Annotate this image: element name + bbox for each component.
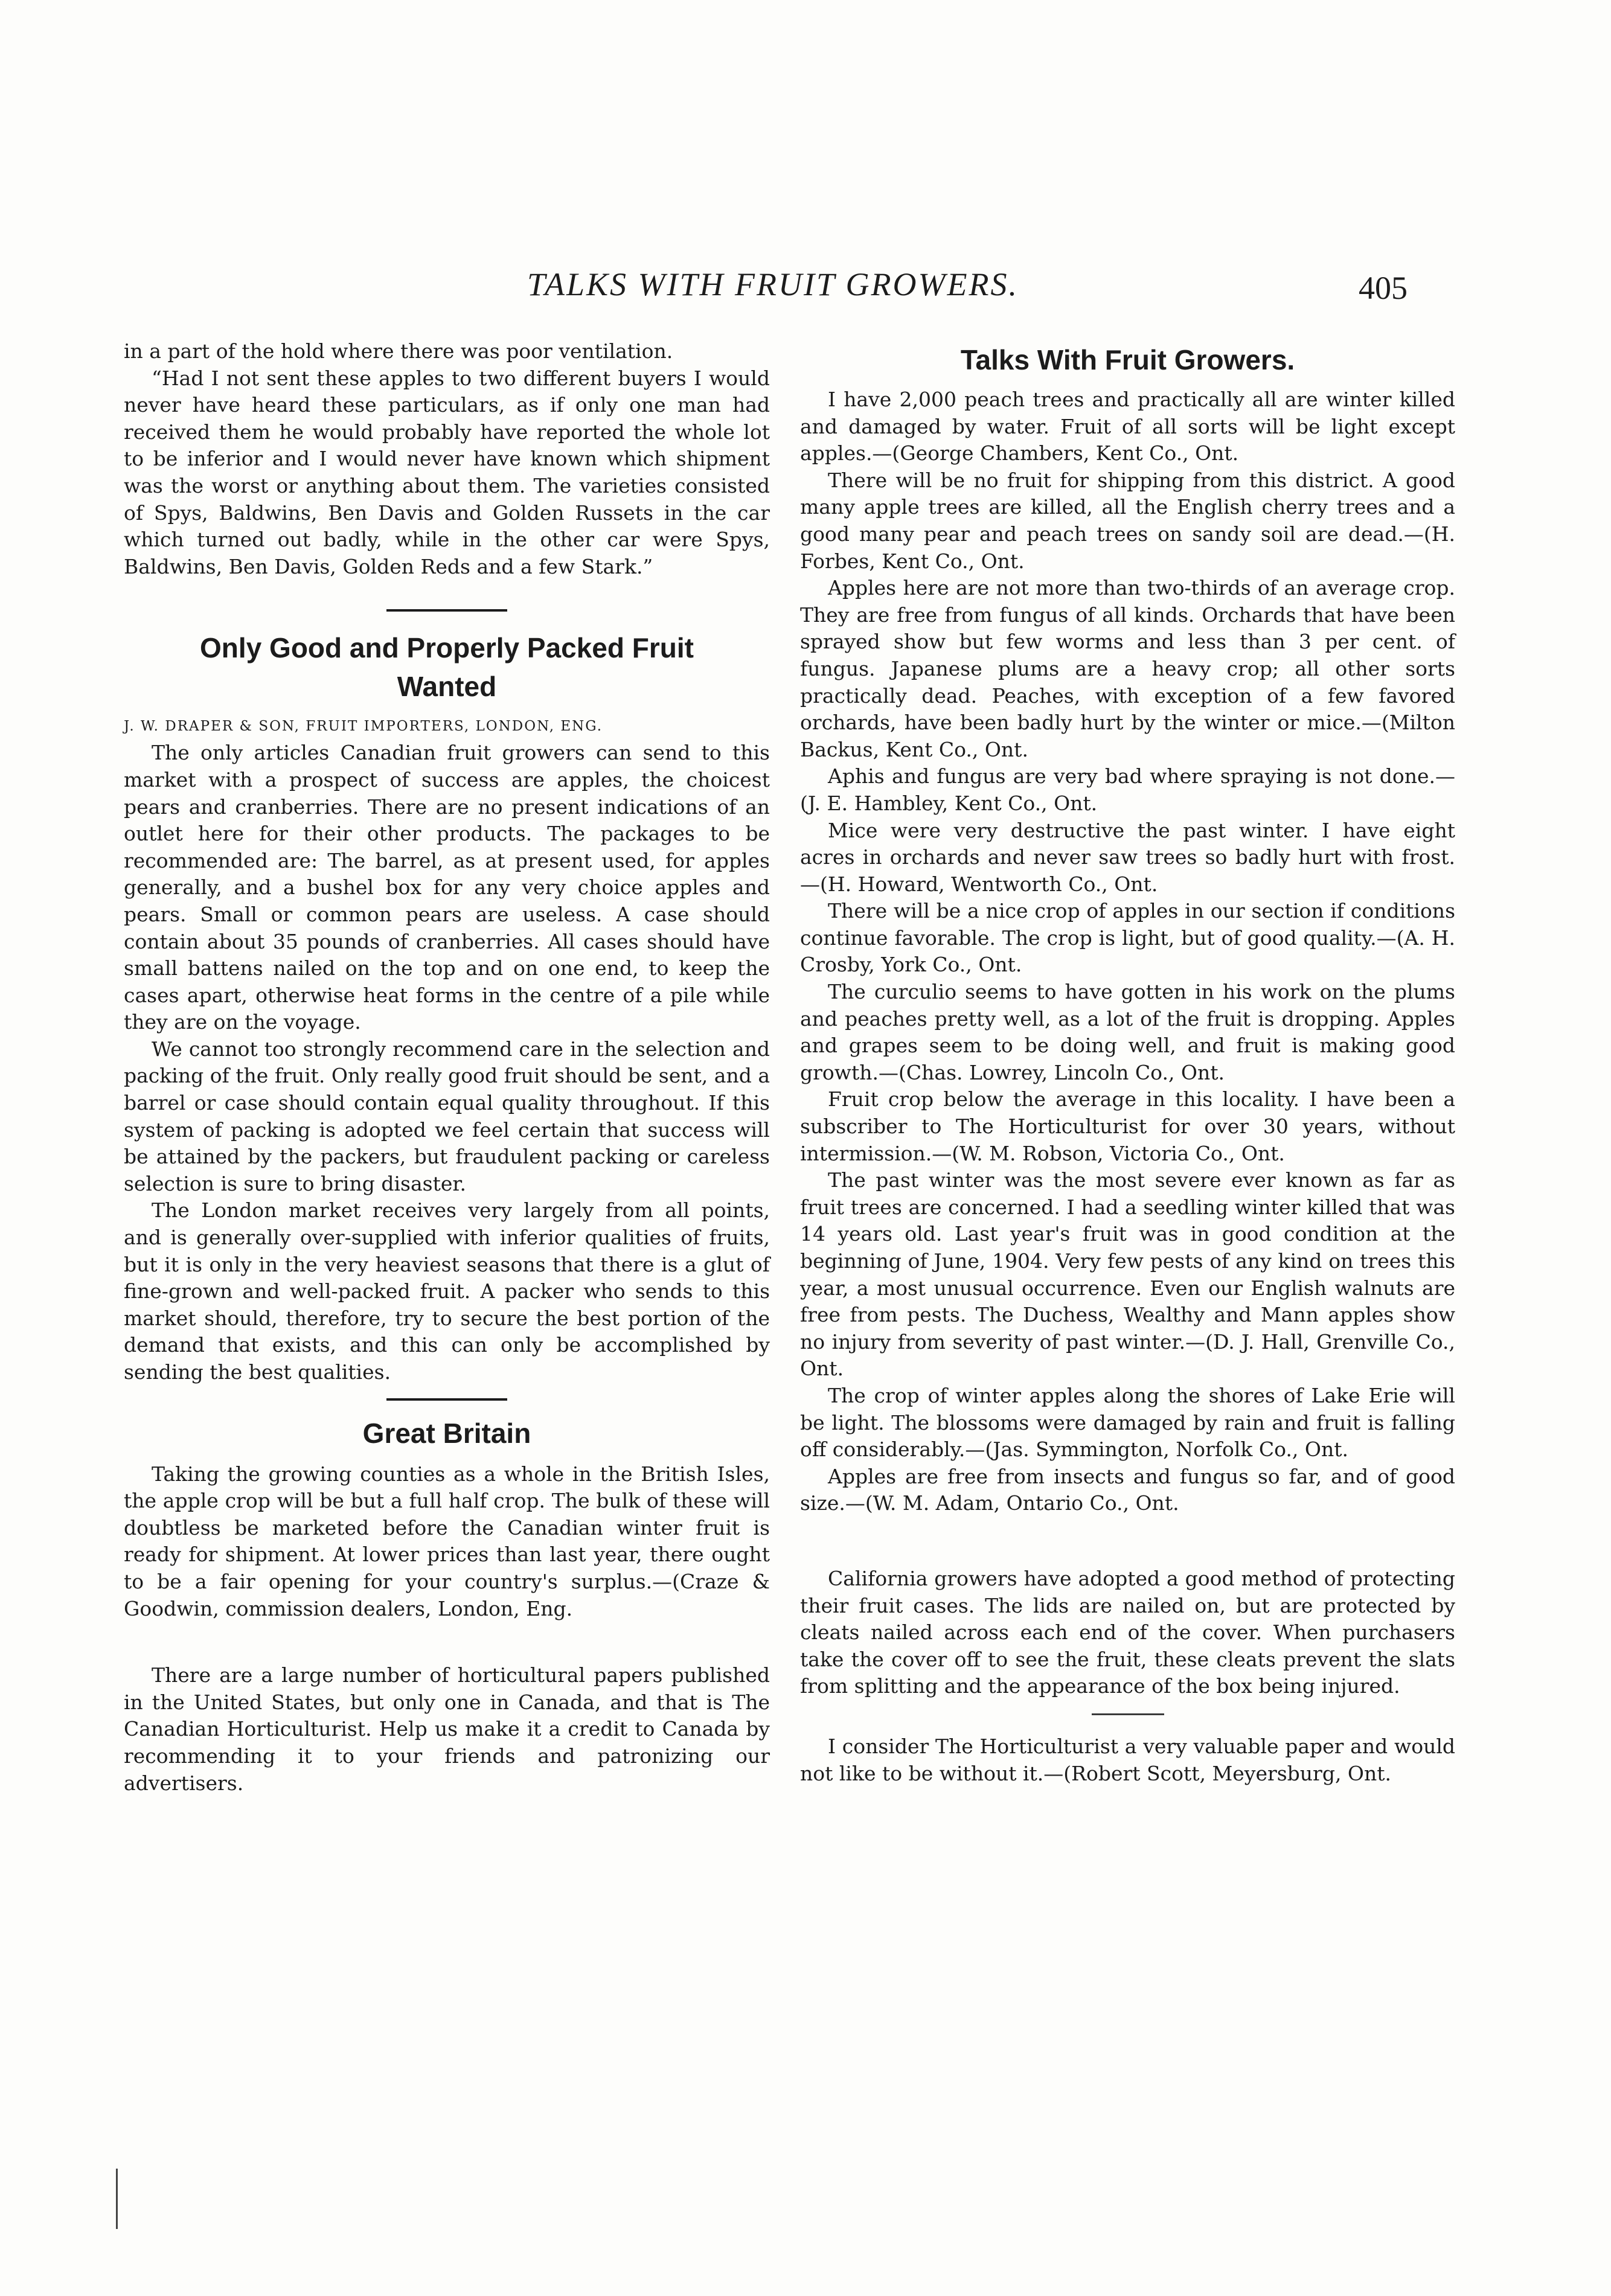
article-paragraph: Apples are free from insects and fungus so far, and of good size.—(W. M. Adam, Ontario Co., Ont.	[800, 1464, 1455, 1515]
article-paragraph: The only articles Canadian fruit growers can send to this market with a prospect of success are apples, the choicest pears and cranberries. There are no present indications of an outlet here for their other products. The packages to be recommended are: The barrel, as at present used, for apples generally, and a bushel box for any very choice apples and pears. Small or common pears are useless. A case should contain about 35 pounds of cranberries. All cases should have small battens nailed on the top and on one end, to keep the cases apart, otherwise heat forms in the centre of a pile while they are on the voyage.	[124, 741, 770, 1034]
note-paragraph: There are a large number of horticultural papers published in the United States, but only one in Canada, and that is The Canadian Horticulturist. Help us make it a credit to Canada by recommending it to your friends and patronizing our advertisers.	[124, 1663, 770, 1795]
article-paragraph: Aphis and fungus are very bad where spraying is not done.—(J. E. Hambley, Kent Co., Ont.	[800, 764, 1455, 815]
testimonial-paragraph: I consider The Horticulturist a very valuable paper and would not like to be without it.—(Robert Scott, Meyersburg, Ont.	[800, 1734, 1455, 1785]
article-paragraph: There will be no fruit for shipping from this district. A good many apple trees are killed, all the English cherry trees and a good many pear and peach trees on sandy soil are dead.—(H. Forbes, Kent Co., Ont.	[800, 468, 1455, 573]
margin-mark	[116, 2169, 118, 2229]
article-paragraph: Mice were very destructive the past winter. I have eight acres in orchards and never saw trees so badly hurt with frost.—(H. Howard, Wentworth Co., Ont.	[800, 818, 1455, 896]
article-paragraph: The London market receives very largely from all points, and is generally over-supplied with inferior qualities of fruits, but it is only in the very heaviest seasons that there is a glut of fine-grown and well-packed fruit. A packer who sends to this market should, therefore, try to secure the best portion of the demand that exists, and this can only be accomplished by sending the best qualities.	[124, 1198, 770, 1384]
section-divider	[1092, 1713, 1164, 1715]
article-paragraph: Taking the growing counties as a whole in the British Isles, the apple crop will be but a full half crop. The bulk of these will doubtless be marketed before the Canadian winter fruit is ready for shipment. At lower prices than last year, there ought to be a fair opening for your country's surplus.—(Craze & Goodwin, commission dealers, London, Eng.	[124, 1462, 770, 1620]
section-divider	[386, 1398, 507, 1401]
article-paragraph: The past winter was the most severe ever known as far as fruit trees are concerned. I had a seedling winter killed that was 14 years old. Last year's fruit was in good condition at the beginning of June, 1904. Very few pests of any kind on trees this year, a most unusual occurrence. Even our English walnuts are free from pests. The Duchess, Wealthy and Mann apples show no injury from severity of past winter.—(D. J. Hall, Grenville Co., Ont.	[800, 1168, 1455, 1381]
article-paragraph: Fruit crop below the average in this locality. I have been a subscriber to The Horticulturist for over 30 years, without intermission.—(W. M. Robson, Victoria Co., Ont.	[800, 1087, 1455, 1165]
article-paragraph: I have 2,000 peach trees and practically all are winter killed and damaged by water. Fruit of all sorts will be light except apples.—(George Chambers, Kent Co., Ont.	[800, 388, 1455, 465]
left-column	[124, 338, 770, 1797]
continuation-paragraph: in a part of the hold where there was poor ventilation.	[124, 339, 673, 363]
running-head: TALKS WITH FRUIT GROWERS.	[527, 266, 1019, 302]
article-paragraph: We cannot too strongly recommend care in the selection and packing of the fruit. Only really good fruit should be sent, and a barrel or case should contain equal quality throughout. If this system of packing is adopted we feel certain that success will be attained by the packers, but fraudulent packing or careless selection is sure to bring disaster.	[124, 1037, 770, 1195]
article-title: Great Britain	[362, 1417, 531, 1449]
article-title: Only Good and Properly Packed Fruit Wanted	[200, 632, 694, 703]
page-number: 405	[1359, 270, 1408, 306]
article-paragraph: The curculio seems to have gotten in his work on the plums and peaches pretty well, as a lot of the fruit is dropping. Apples and grapes seem to be doing well, and fruit is making good growth.—(Chas. Lowrey, Lincoln Co., Ont.	[800, 980, 1455, 1084]
article-paragraph: There will be a nice crop of apples in our section if conditions continue favorable. The crop is light, but of good quality.—(A. H. Crosby, York Co., Ont.	[800, 899, 1455, 977]
right-column	[800, 338, 1455, 1787]
continuation-paragraph: “Had I not sent these apples to two different buyers I would never have heard these particulars, as if only one man had received them he would probably have reported the whole lot to be inferior and I would never have known which shipment was the worst or anything about them. The varieties consisted of Spys, Baldwins, Ben Davis and Golden Russets in the car which turned out badly, while in the other car were Spys, Baldwins, Ben Davis, Golden Reds and a few Stark.”	[124, 366, 770, 578]
section-divider	[386, 609, 507, 612]
article-paragraph: The crop of winter apples along the shores of Lake Erie will be light. The blossoms were damaged by rain and fruit is falling off considerably.—(Jas. Symmington, Norfolk Co., Ont.	[800, 1383, 1455, 1462]
article-paragraph: Apples here are not more than two-thirds of an average crop. They are free from fungus of all kinds. Orchards that have been sprayed show but few worms and less than 3 per cent. of fungus. Japanese plums are a heavy crop; all other sorts practically dead. Peaches, with exception of a few favored orchards, have been badly hurt by the winter or mice.—(Milton Backus, Kent Co., Ont.	[800, 576, 1455, 761]
article-byline: J. W. DRAPER & SON, FRUIT IMPORTERS, LONDON, ENG.	[124, 718, 603, 735]
note-paragraph: California growers have adopted a good method of protecting their fruit cases. The lids are nailed on, but are protected by cleats nailed across each end of the cover. When purchasers take the cover off to see the fruit, these cleats prevent the slats from splitting and the appearance of the box being injured.	[800, 1566, 1455, 1698]
article-title: Talks With Fruit Growers.	[960, 344, 1295, 376]
